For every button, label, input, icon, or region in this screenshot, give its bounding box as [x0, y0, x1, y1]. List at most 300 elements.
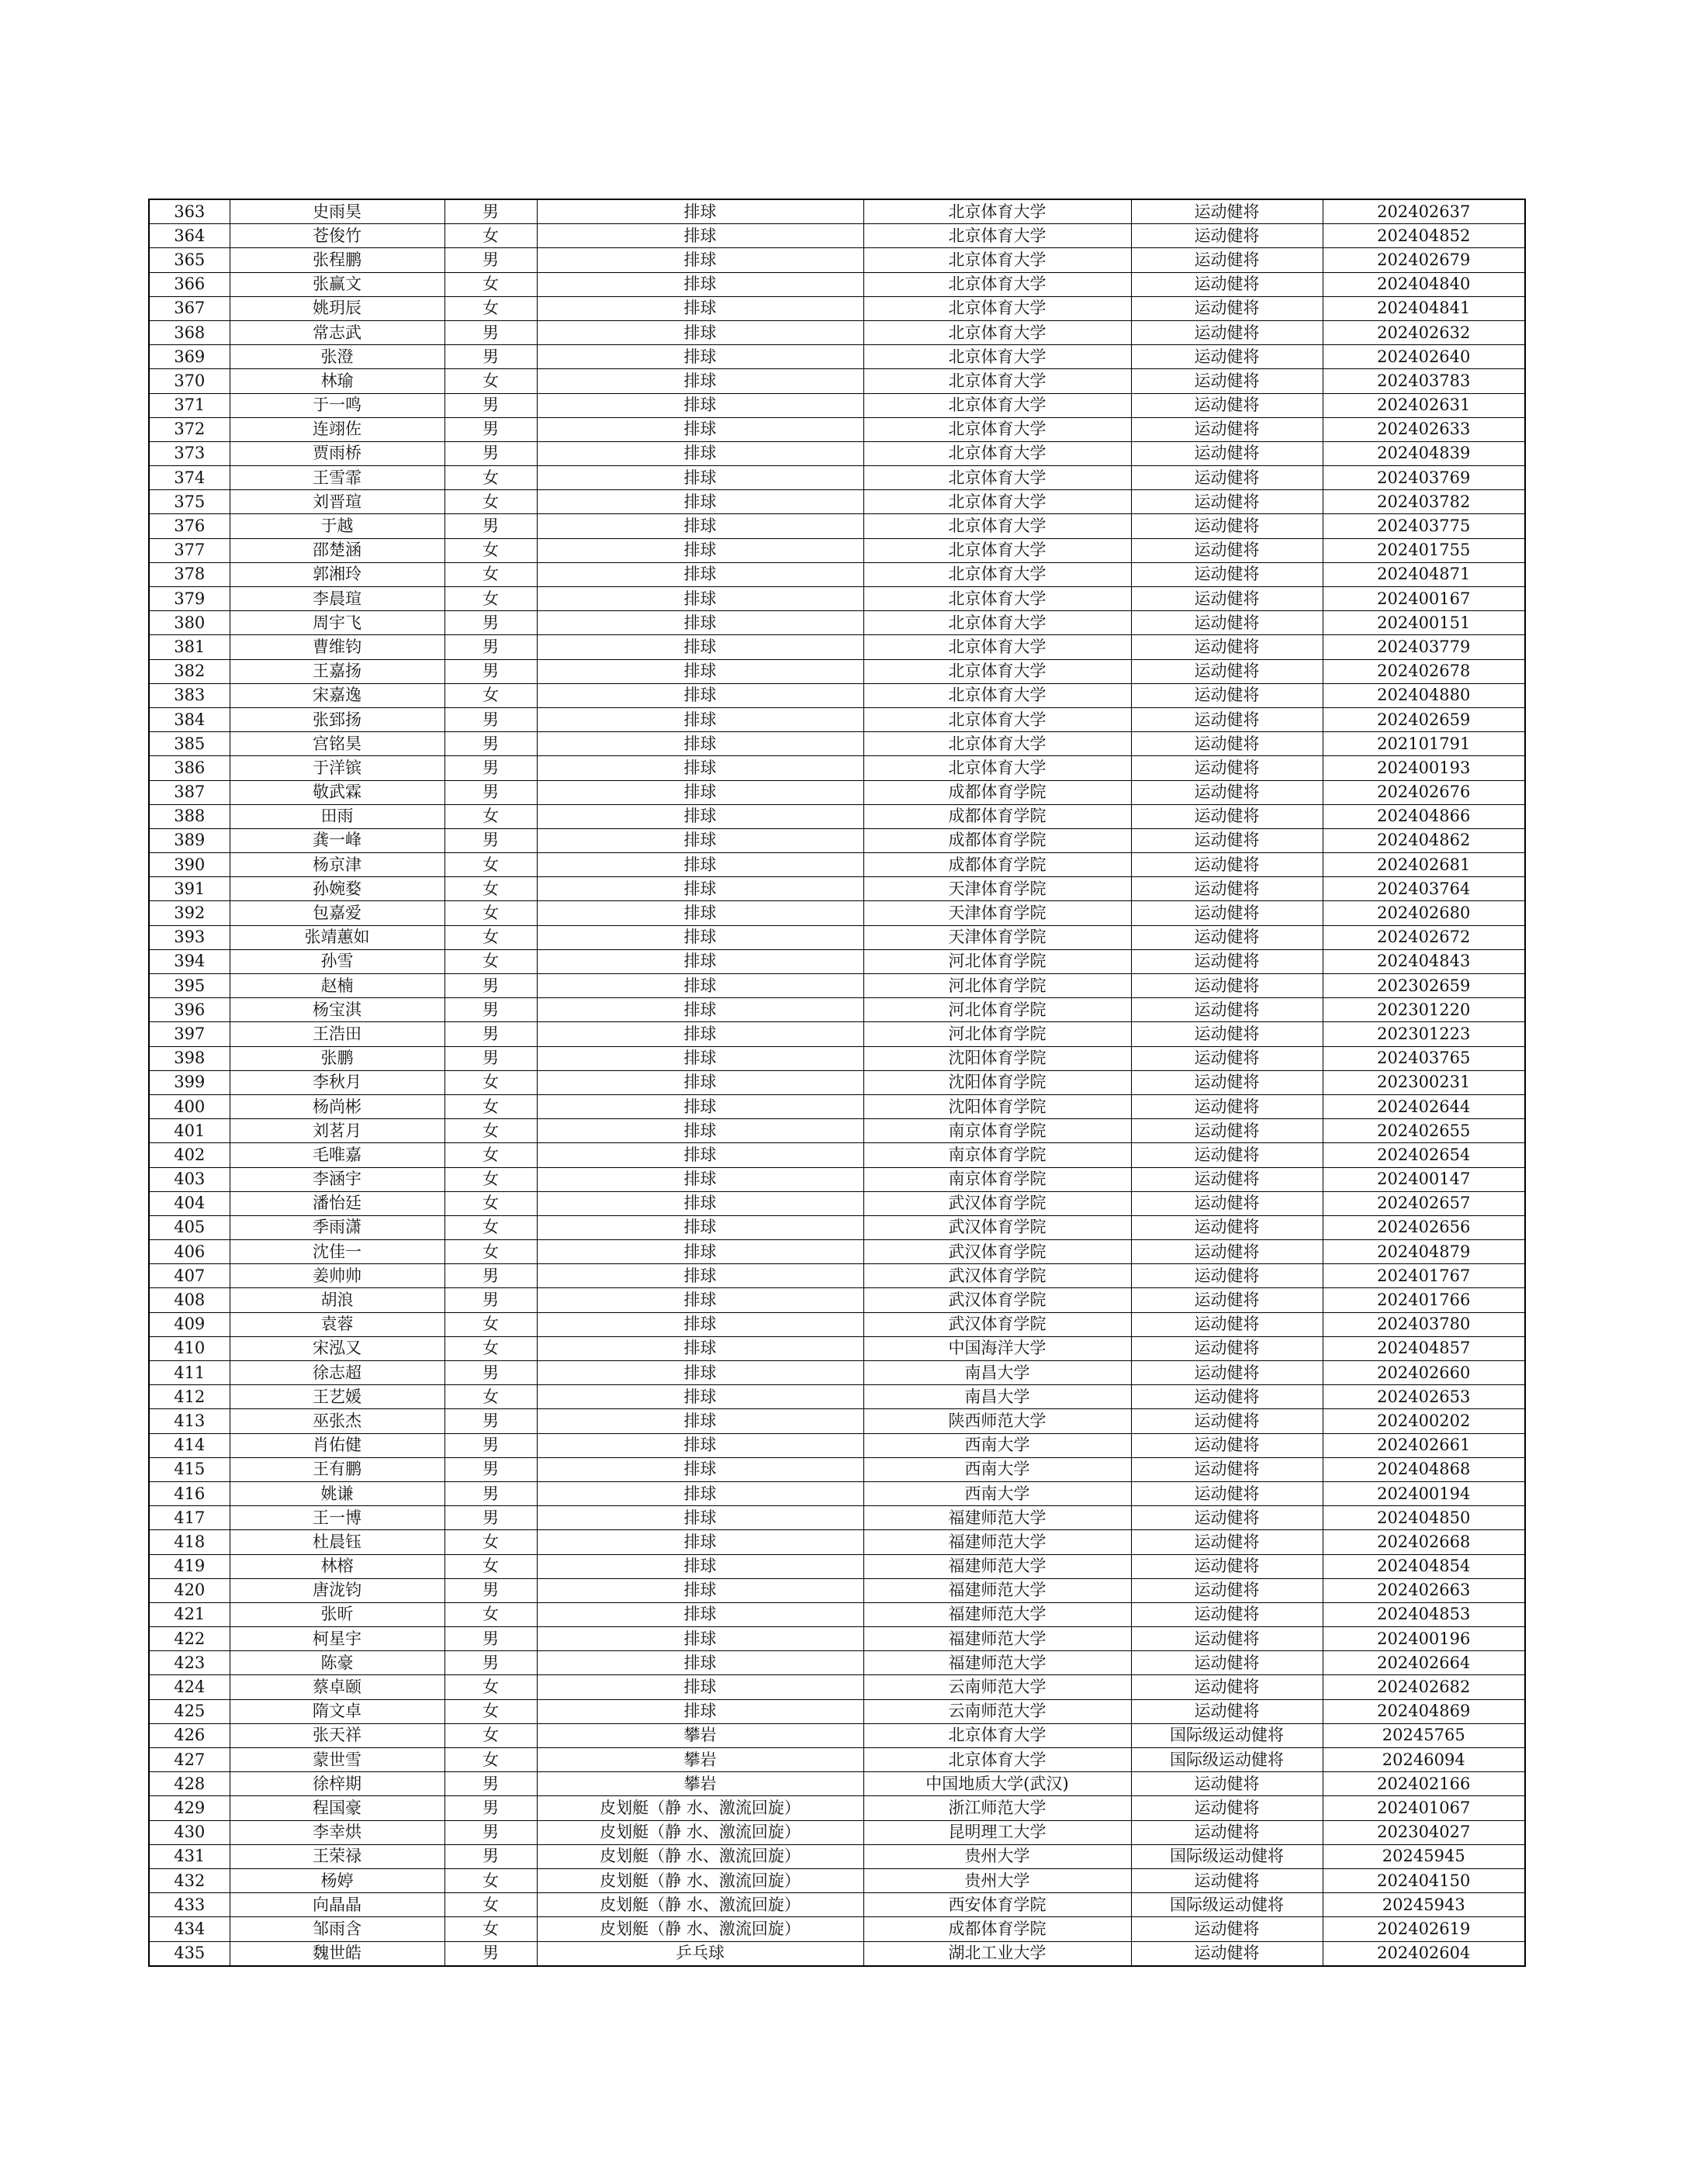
- row-number-cell: 373: [149, 441, 230, 465]
- sport-cell: 皮划艇（静 水、激流回旋）: [537, 1796, 863, 1820]
- row-number-cell: 421: [149, 1602, 230, 1626]
- athlete-level-cell: 运动健将: [1131, 949, 1323, 973]
- gender-cell: 男: [444, 1941, 537, 1966]
- athlete-name-cell: 李秋月: [230, 1070, 444, 1094]
- athlete-level-cell: 运动健将: [1131, 611, 1323, 635]
- athlete-name-cell: 贾雨桥: [230, 441, 444, 465]
- row-number-cell: 411: [149, 1361, 230, 1385]
- certificate-number-cell: 202403783: [1323, 369, 1525, 393]
- athlete-level-cell: 运动健将: [1131, 1675, 1323, 1699]
- row-number-cell: 378: [149, 562, 230, 586]
- certificate-number-cell: 202304027: [1323, 1820, 1525, 1844]
- athlete-level-cell: 国际级运动健将: [1131, 1723, 1323, 1747]
- university-cell: 天津体育学院: [863, 925, 1131, 949]
- university-cell: 北京体育大学: [863, 466, 1131, 490]
- athlete-name-cell: 曹维钧: [230, 635, 444, 659]
- university-cell: 武汉体育学院: [863, 1288, 1131, 1312]
- certificate-number-cell: 202401067: [1323, 1796, 1525, 1820]
- university-cell: 贵州大学: [863, 1868, 1131, 1892]
- row-number-cell: 391: [149, 877, 230, 901]
- certificate-number-cell: 202402604: [1323, 1941, 1525, 1966]
- university-cell: 北京体育大学: [863, 587, 1131, 611]
- table-row: [149, 683, 1525, 707]
- athlete-level-cell: 运动健将: [1131, 345, 1323, 369]
- gender-cell: 男: [444, 441, 537, 465]
- gender-cell: 女: [444, 1385, 537, 1409]
- athlete-name-cell: 赵楠: [230, 974, 444, 998]
- certificate-number-cell: 202402676: [1323, 780, 1525, 804]
- university-cell: 北京体育大学: [863, 345, 1131, 369]
- athlete-level-cell: 运动健将: [1131, 683, 1323, 707]
- athlete-name-cell: 邹雨含: [230, 1917, 444, 1941]
- athlete-level-cell: 国际级运动健将: [1131, 1748, 1323, 1772]
- athlete-level-cell: 运动健将: [1131, 804, 1323, 828]
- row-number-cell: 434: [149, 1917, 230, 1941]
- certificate-number-cell: 202402656: [1323, 1215, 1525, 1239]
- university-cell: 北京体育大学: [863, 393, 1131, 417]
- gender-cell: 女: [444, 490, 537, 514]
- table-row: [149, 853, 1525, 877]
- university-cell: 西南大学: [863, 1457, 1131, 1481]
- certificate-number-cell: 202402654: [1323, 1143, 1525, 1167]
- certificate-number-cell: 20245943: [1323, 1893, 1525, 1917]
- athlete-name-cell: 周宇飞: [230, 611, 444, 635]
- row-number-cell: 435: [149, 1941, 230, 1966]
- table-row: [149, 1409, 1525, 1433]
- sport-cell: 排球: [537, 659, 863, 683]
- university-cell: 陕西师范大学: [863, 1409, 1131, 1433]
- certificate-number-cell: 202402619: [1323, 1917, 1525, 1941]
- certificate-number-cell: 202402632: [1323, 320, 1525, 344]
- certificate-number-cell: 202404853: [1323, 1602, 1525, 1626]
- table-row: [149, 877, 1525, 901]
- table-row: [149, 1578, 1525, 1602]
- gender-cell: 女: [444, 925, 537, 949]
- certificate-number-cell: 20246094: [1323, 1748, 1525, 1772]
- certificate-number-cell: 202402644: [1323, 1094, 1525, 1118]
- sport-cell: 攀岩: [537, 1723, 863, 1747]
- row-number-cell: 385: [149, 732, 230, 756]
- athlete-level-cell: 运动健将: [1131, 1530, 1323, 1554]
- certificate-number-cell: 202302659: [1323, 974, 1525, 998]
- certificate-number-cell: 202402659: [1323, 707, 1525, 731]
- university-cell: 西南大学: [863, 1433, 1131, 1457]
- university-cell: 中国地质大学(武汉): [863, 1772, 1131, 1796]
- gender-cell: 男: [444, 998, 537, 1022]
- gender-cell: 女: [444, 466, 537, 490]
- sport-cell: 排球: [537, 1336, 863, 1360]
- athlete-name-cell: 徐志超: [230, 1361, 444, 1385]
- gender-cell: 女: [444, 1240, 537, 1264]
- gender-cell: 男: [444, 1578, 537, 1602]
- athlete-level-cell: 运动健将: [1131, 974, 1323, 998]
- gender-cell: 女: [444, 587, 537, 611]
- row-number-cell: 403: [149, 1167, 230, 1191]
- gender-cell: 女: [444, 1215, 537, 1239]
- table-row: [149, 1481, 1525, 1505]
- certificate-number-cell: 202404868: [1323, 1457, 1525, 1481]
- sport-cell: 排球: [537, 1094, 863, 1118]
- athlete-level-cell: 运动健将: [1131, 659, 1323, 683]
- certificate-number-cell: 202403764: [1323, 877, 1525, 901]
- athlete-name-cell: 蔡卓颐: [230, 1675, 444, 1699]
- row-number-cell: 406: [149, 1240, 230, 1264]
- gender-cell: 男: [444, 974, 537, 998]
- university-cell: 北京体育大学: [863, 756, 1131, 780]
- table-row: [149, 1312, 1525, 1336]
- row-number-cell: 369: [149, 345, 230, 369]
- table-row: [149, 1264, 1525, 1288]
- table-row: [149, 901, 1525, 925]
- certificate-number-cell: 202404841: [1323, 296, 1525, 320]
- row-number-cell: 432: [149, 1868, 230, 1892]
- table-row: [149, 587, 1525, 611]
- gender-cell: 男: [444, 1772, 537, 1796]
- athlete-level-cell: 运动健将: [1131, 925, 1323, 949]
- row-number-cell: 433: [149, 1893, 230, 1917]
- athlete-name-cell: 杨婷: [230, 1868, 444, 1892]
- athlete-level-cell: 运动健将: [1131, 998, 1323, 1022]
- table-row: [149, 417, 1525, 441]
- sport-cell: 排球: [537, 804, 863, 828]
- row-number-cell: 425: [149, 1699, 230, 1723]
- gender-cell: 女: [444, 1143, 537, 1167]
- athlete-name-cell: 于洋镔: [230, 756, 444, 780]
- row-number-cell: 426: [149, 1723, 230, 1747]
- certificate-number-cell: 202402682: [1323, 1675, 1525, 1699]
- athlete-level-cell: 运动健将: [1131, 1312, 1323, 1336]
- gender-cell: 女: [444, 1723, 537, 1747]
- row-number-cell: 386: [149, 756, 230, 780]
- certificate-number-cell: 202402640: [1323, 345, 1525, 369]
- athlete-level-cell: 运动健将: [1131, 1070, 1323, 1094]
- row-number-cell: 380: [149, 611, 230, 635]
- sport-cell: 皮划艇（静 水、激流回旋）: [537, 1820, 863, 1844]
- table-row: [149, 1215, 1525, 1239]
- athlete-name-cell: 于一鸣: [230, 393, 444, 417]
- table-row: [149, 1070, 1525, 1094]
- sport-cell: 排球: [537, 466, 863, 490]
- university-cell: 北京体育大学: [863, 224, 1131, 248]
- gender-cell: 女: [444, 369, 537, 393]
- university-cell: 西南大学: [863, 1481, 1131, 1505]
- table-row: [149, 1094, 1525, 1118]
- university-cell: 福建师范大学: [863, 1651, 1131, 1675]
- sport-cell: 排球: [537, 974, 863, 998]
- gender-cell: 女: [444, 1167, 537, 1191]
- row-number-cell: 395: [149, 974, 230, 998]
- table-row: [149, 1361, 1525, 1385]
- athlete-level-cell: 运动健将: [1131, 1215, 1323, 1239]
- university-cell: 武汉体育学院: [863, 1215, 1131, 1239]
- row-number-cell: 374: [149, 466, 230, 490]
- row-number-cell: 398: [149, 1046, 230, 1070]
- university-cell: 贵州大学: [863, 1844, 1131, 1868]
- university-cell: 南京体育学院: [863, 1119, 1131, 1143]
- gender-cell: 男: [444, 417, 537, 441]
- athlete-level-cell: 运动健将: [1131, 756, 1323, 780]
- athlete-level-cell: 运动健将: [1131, 1699, 1323, 1723]
- certificate-number-cell: 202301223: [1323, 1022, 1525, 1046]
- certificate-number-cell: 202403769: [1323, 466, 1525, 490]
- gender-cell: 女: [444, 1917, 537, 1941]
- athlete-level-cell: 运动健将: [1131, 1554, 1323, 1578]
- sport-cell: 乒乓球: [537, 1941, 863, 1966]
- certificate-number-cell: 202400151: [1323, 611, 1525, 635]
- gender-cell: 女: [444, 562, 537, 586]
- certificate-number-cell: 202404854: [1323, 1554, 1525, 1578]
- row-number-cell: 379: [149, 587, 230, 611]
- sport-cell: 排球: [537, 1312, 863, 1336]
- gender-cell: 男: [444, 1481, 537, 1505]
- athlete-name-cell: 沈佳一: [230, 1240, 444, 1264]
- university-cell: 河北体育学院: [863, 974, 1131, 998]
- athlete-level-cell: 运动健将: [1131, 514, 1323, 538]
- certificate-number-cell: 202401767: [1323, 1264, 1525, 1288]
- row-number-cell: 366: [149, 272, 230, 296]
- row-number-cell: 367: [149, 296, 230, 320]
- table-row: [149, 1723, 1525, 1747]
- athlete-name-cell: 杨宝淇: [230, 998, 444, 1022]
- university-cell: 北京体育大学: [863, 683, 1131, 707]
- university-cell: 北京体育大学: [863, 199, 1131, 224]
- row-number-cell: 384: [149, 707, 230, 731]
- sport-cell: 排球: [537, 853, 863, 877]
- table-row: [149, 1868, 1525, 1892]
- row-number-cell: 365: [149, 248, 230, 272]
- sport-cell: 排球: [537, 199, 863, 224]
- sport-cell: 排球: [537, 1506, 863, 1530]
- row-number-cell: 416: [149, 1481, 230, 1505]
- sport-cell: 攀岩: [537, 1748, 863, 1772]
- gender-cell: 女: [444, 538, 537, 562]
- certificate-number-cell: 202404843: [1323, 949, 1525, 973]
- table-row: [149, 925, 1525, 949]
- university-cell: 武汉体育学院: [863, 1312, 1131, 1336]
- university-cell: 北京体育大学: [863, 514, 1131, 538]
- university-cell: 北京体育大学: [863, 1723, 1131, 1747]
- table-row: [149, 538, 1525, 562]
- gender-cell: 男: [444, 828, 537, 852]
- sport-cell: 排球: [537, 320, 863, 344]
- row-number-cell: 404: [149, 1191, 230, 1215]
- sport-cell: 排球: [537, 1215, 863, 1239]
- university-cell: 北京体育大学: [863, 635, 1131, 659]
- sport-cell: 排球: [537, 1167, 863, 1191]
- athlete-level-cell: 运动健将: [1131, 1288, 1323, 1312]
- athlete-name-cell: 巫张杰: [230, 1409, 444, 1433]
- row-number-cell: 392: [149, 901, 230, 925]
- gender-cell: 男: [444, 780, 537, 804]
- sport-cell: 排球: [537, 1699, 863, 1723]
- table-row: [149, 514, 1525, 538]
- university-cell: 南京体育学院: [863, 1143, 1131, 1167]
- gender-cell: 男: [444, 635, 537, 659]
- gender-cell: 男: [444, 611, 537, 635]
- athlete-level-cell: 运动健将: [1131, 417, 1323, 441]
- table-row: [149, 1167, 1525, 1191]
- university-cell: 西安体育学院: [863, 1893, 1131, 1917]
- university-cell: 天津体育学院: [863, 877, 1131, 901]
- table-row: [149, 1602, 1525, 1626]
- sport-cell: 排球: [537, 1578, 863, 1602]
- certificate-number-cell: 202404840: [1323, 272, 1525, 296]
- university-cell: 成都体育学院: [863, 1917, 1131, 1941]
- sport-cell: 排球: [537, 1530, 863, 1554]
- sport-cell: 排球: [537, 1022, 863, 1046]
- certificate-number-cell: 202404839: [1323, 441, 1525, 465]
- university-cell: 成都体育学院: [863, 828, 1131, 852]
- university-cell: 北京体育大学: [863, 707, 1131, 731]
- university-cell: 武汉体育学院: [863, 1264, 1131, 1288]
- sport-cell: 排球: [537, 1651, 863, 1675]
- certificate-number-cell: 202404857: [1323, 1336, 1525, 1360]
- athlete-name-cell: 林榕: [230, 1554, 444, 1578]
- row-number-cell: 414: [149, 1433, 230, 1457]
- athlete-name-cell: 李幸烘: [230, 1820, 444, 1844]
- row-number-cell: 408: [149, 1288, 230, 1312]
- athlete-name-cell: 常志武: [230, 320, 444, 344]
- table-row: [149, 1506, 1525, 1530]
- certificate-number-cell: 202400202: [1323, 1409, 1525, 1433]
- sport-cell: 排球: [537, 1433, 863, 1457]
- university-cell: 成都体育学院: [863, 804, 1131, 828]
- university-cell: 北京体育大学: [863, 538, 1131, 562]
- athlete-level-cell: 运动健将: [1131, 1167, 1323, 1191]
- gender-cell: 女: [444, 1893, 537, 1917]
- gender-cell: 男: [444, 199, 537, 224]
- sport-cell: 攀岩: [537, 1772, 863, 1796]
- table-row: [149, 1941, 1525, 1966]
- table-row: [149, 1433, 1525, 1457]
- certificate-number-cell: 202400147: [1323, 1167, 1525, 1191]
- gender-cell: 女: [444, 949, 537, 973]
- athlete-name-cell: 王艺媛: [230, 1385, 444, 1409]
- row-number-cell: 407: [149, 1264, 230, 1288]
- university-cell: 南京体育学院: [863, 1167, 1131, 1191]
- athlete-level-cell: 运动健将: [1131, 901, 1323, 925]
- table-row: [149, 1820, 1525, 1844]
- gender-cell: 女: [444, 224, 537, 248]
- table-row: [149, 611, 1525, 635]
- gender-cell: 男: [444, 1361, 537, 1385]
- sport-cell: 排球: [537, 296, 863, 320]
- certificate-number-cell: 202402664: [1323, 1651, 1525, 1675]
- athlete-level-cell: 国际级运动健将: [1131, 1844, 1323, 1868]
- sport-cell: 排球: [537, 1191, 863, 1215]
- university-cell: 福建师范大学: [863, 1578, 1131, 1602]
- athlete-level-cell: 运动健将: [1131, 1941, 1323, 1966]
- university-cell: 湖北工业大学: [863, 1941, 1131, 1966]
- table-row: [149, 1893, 1525, 1917]
- athlete-level-cell: 运动健将: [1131, 1627, 1323, 1651]
- athlete-name-cell: 王有鹏: [230, 1457, 444, 1481]
- row-number-cell: 376: [149, 514, 230, 538]
- certificate-number-cell: 202403780: [1323, 1312, 1525, 1336]
- table-row: [149, 490, 1525, 514]
- athlete-name-cell: 季雨潇: [230, 1215, 444, 1239]
- athlete-level-cell: 运动健将: [1131, 877, 1323, 901]
- athlete-roster-table: [148, 199, 1526, 1967]
- athlete-name-cell: 袁蓉: [230, 1312, 444, 1336]
- athlete-level-cell: 运动健将: [1131, 707, 1323, 731]
- athlete-level-cell: 运动健将: [1131, 1917, 1323, 1941]
- sport-cell: 排球: [537, 1046, 863, 1070]
- sport-cell: 皮划艇（静 水、激流回旋）: [537, 1868, 863, 1892]
- certificate-number-cell: 202402672: [1323, 925, 1525, 949]
- row-number-cell: 419: [149, 1554, 230, 1578]
- certificate-number-cell: 202400196: [1323, 1627, 1525, 1651]
- sport-cell: 排球: [537, 224, 863, 248]
- certificate-number-cell: 202402661: [1323, 1433, 1525, 1457]
- row-number-cell: 377: [149, 538, 230, 562]
- gender-cell: 女: [444, 296, 537, 320]
- athlete-level-cell: 运动健将: [1131, 1409, 1323, 1433]
- sport-cell: 排球: [537, 1457, 863, 1481]
- athlete-level-cell: 运动健将: [1131, 441, 1323, 465]
- certificate-number-cell: 202400194: [1323, 1481, 1525, 1505]
- row-number-cell: 412: [149, 1385, 230, 1409]
- university-cell: 福建师范大学: [863, 1602, 1131, 1626]
- athlete-name-cell: 胡浪: [230, 1288, 444, 1312]
- row-number-cell: 418: [149, 1530, 230, 1554]
- university-cell: 北京体育大学: [863, 659, 1131, 683]
- gender-cell: 女: [444, 683, 537, 707]
- certificate-number-cell: 202301220: [1323, 998, 1525, 1022]
- sport-cell: 排球: [537, 1361, 863, 1385]
- row-number-cell: 387: [149, 780, 230, 804]
- athlete-name-cell: 蒙世雪: [230, 1748, 444, 1772]
- gender-cell: 男: [444, 1627, 537, 1651]
- athlete-level-cell: 运动健将: [1131, 490, 1323, 514]
- certificate-number-cell: 202402637: [1323, 199, 1525, 224]
- certificate-number-cell: 20245945: [1323, 1844, 1525, 1868]
- athlete-name-cell: 王雪霏: [230, 466, 444, 490]
- table-row: [149, 1046, 1525, 1070]
- row-number-cell: 363: [149, 199, 230, 224]
- gender-cell: 女: [444, 1070, 537, 1094]
- row-number-cell: 388: [149, 804, 230, 828]
- athlete-level-cell: 运动健将: [1131, 1143, 1323, 1167]
- athlete-name-cell: 唐泷钧: [230, 1578, 444, 1602]
- sport-cell: 排球: [537, 707, 863, 731]
- sport-cell: 排球: [537, 1143, 863, 1167]
- table-row: [149, 1796, 1525, 1820]
- sport-cell: 排球: [537, 1481, 863, 1505]
- sport-cell: 排球: [537, 683, 863, 707]
- sport-cell: 排球: [537, 1264, 863, 1288]
- athlete-name-cell: 邵楚涵: [230, 538, 444, 562]
- certificate-number-cell: 202404866: [1323, 804, 1525, 828]
- table-row: [149, 1143, 1525, 1167]
- table-row: [149, 1748, 1525, 1772]
- university-cell: 北京体育大学: [863, 611, 1131, 635]
- table-row: [149, 1675, 1525, 1699]
- athlete-name-cell: 张程鹏: [230, 248, 444, 272]
- table-row: [149, 1191, 1525, 1215]
- university-cell: 北京体育大学: [863, 1748, 1131, 1772]
- gender-cell: 女: [444, 1675, 537, 1699]
- athlete-level-cell: 运动健将: [1131, 1457, 1323, 1481]
- sport-cell: 排球: [537, 756, 863, 780]
- athlete-name-cell: 王一博: [230, 1506, 444, 1530]
- athlete-level-cell: 运动健将: [1131, 1433, 1323, 1457]
- gender-cell: 男: [444, 248, 537, 272]
- athlete-level-cell: 运动健将: [1131, 1094, 1323, 1118]
- row-number-cell: 422: [149, 1627, 230, 1651]
- athlete-name-cell: 龚一峰: [230, 828, 444, 852]
- row-number-cell: 427: [149, 1748, 230, 1772]
